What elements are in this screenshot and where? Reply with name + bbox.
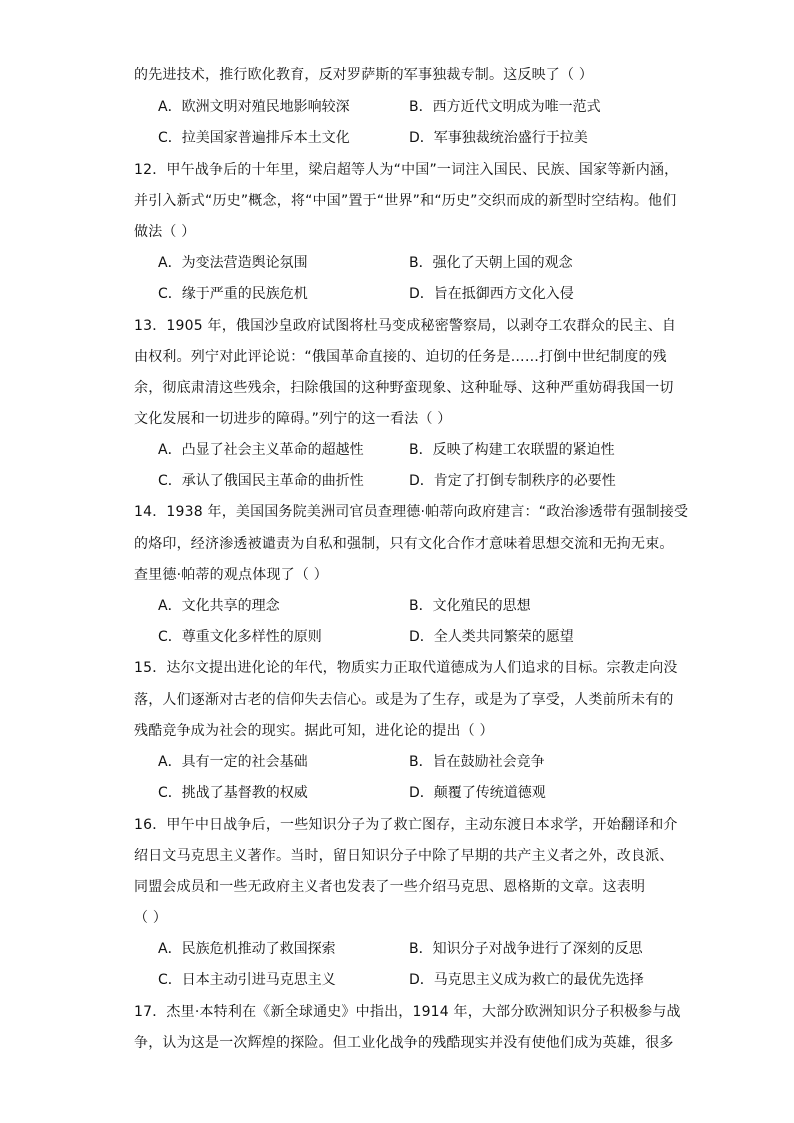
q16-stem-line: 16．甲午中日战争后，一些知识分子为了救亡图存，主动东渡日本求学，开始翻译和介 [134, 817, 678, 833]
q11-option-a: A．欧洲文明对殖民地影响较深 [158, 99, 350, 115]
q15-stem-line: 落，人们逐渐对古老的信仰失去信心。或是为了生存，或是为了享受，人类前所未有的 [134, 692, 674, 708]
q14-stem-line: 14．1938 年，美国国务院美洲司官员查理德·帕蒂向政府建言：“政治渗透带有强制接受 [134, 504, 689, 520]
q11-option-d: D．军事独裁统治盛行于拉美 [409, 130, 588, 146]
q13-stem-line: 13．1905 年，俄国沙皇政府试图将杜马变成秘密警察局，以剥夺工农群众的民主、自 [134, 318, 677, 334]
q17-stem-line: 17．杰里·本特利在《新全球通史》中指出，1914 年，大部分欧洲知识分子积极参与战 [134, 1004, 681, 1020]
q15-option-c: C．挑战了基督教的权威 [158, 785, 308, 801]
q14-stem-line: 查里德·帕蒂的观点体现了（ ） [134, 567, 328, 583]
q13-option-c: C．承认了俄国民主革命的曲折性 [158, 473, 364, 489]
q12-option-b: B．强化了天朝上国的观念 [409, 255, 573, 271]
q14-option-d: D．全人类共同繁荣的愿望 [409, 629, 574, 645]
q12-option-c: C．缘于严重的民族危机 [158, 286, 308, 302]
q11-option-b: B．西方近代文明成为唯一范式 [409, 99, 601, 115]
q12-option-a: A．为变法营造舆论氛围 [158, 255, 308, 271]
q13-stem-line: 余，彻底肃清这些残余，扫除俄国的这种野蛮现象、这种耻辱、这种严重妨碍我国一切 [134, 380, 674, 396]
q17-stem-line: 争，认为这是一次辉煌的探险。但工业化战争的残酷现实并没有使他们成为英雄，很多 [134, 1035, 674, 1051]
q11-option-c: C．拉美国家普遍排斥本土文化 [158, 130, 350, 146]
q12-stem-line: 做法（ ） [134, 224, 196, 240]
q14-option-b: B．文化殖民的思想 [409, 598, 531, 614]
q15-option-b: B．旨在鼓励社会竞争 [409, 754, 545, 770]
q15-option-d: D．颠覆了传统道德观 [409, 785, 546, 801]
q12-option-d: D．旨在抵御西方文化入侵 [409, 286, 574, 302]
q15-stem-line: 15．达尔文提出进化论的年代，物质实力正取代道德成为人们追求的目标。宗教走向没 [134, 660, 678, 676]
q13-stem-line: 文化发展和一切进步的障碍。”列宁的这一看法（ ） [134, 411, 452, 427]
q12-stem-line: 并引入新式“历史”概念，将“中国”置于“世界”和“历史”交织而成的新型时空结构。他们 [134, 193, 677, 209]
q16-option-c: C．日本主动引进马克思主义 [158, 972, 336, 988]
q13-option-b: B．反映了构建工农联盟的紧迫性 [409, 442, 615, 458]
q16-stem-line: （ ） [134, 910, 168, 926]
q11-stem-line: 的先进技术，推行欧化教育，反对罗萨斯的军事独裁专制。这反映了（ ） [134, 67, 594, 83]
q16-option-b: B．知识分子对战争进行了深刻的反思 [409, 941, 643, 957]
q15-stem-line: 残酷竞争成为社会的现实。据此可知，进化论的提出（ ） [134, 723, 494, 739]
q16-option-a: A．民族危机推动了救国探索 [158, 941, 336, 957]
q13-option-d: D．肯定了打倒专制秩序的必要性 [409, 473, 616, 489]
q14-option-a: A．文化共享的理念 [158, 598, 280, 614]
q16-option-d: D．马克思主义成为救亡的最优先选择 [409, 972, 644, 988]
q14-option-c: C．尊重文化多样性的原则 [158, 629, 322, 645]
q16-stem-line: 绍日文马克思主义著作。当时，留日知识分子中除了早期的共产主义者之外，改良派、 [134, 848, 674, 864]
q12-stem-line: 12．甲午战争后的十年里，梁启超等人为“中国”一词注入国民、民族、国家等新内涵， [134, 162, 679, 178]
q15-option-a: A．具有一定的社会基础 [158, 754, 308, 770]
q13-option-a: A．凸显了社会主义革命的超越性 [158, 442, 364, 458]
q13-stem-line: 由权利。列宁对此评论说：“俄国革命直接的、迫切的任务是……打倒中世纪制度的残 [134, 349, 667, 365]
q14-stem-line: 的烙印，经济渗透被谴责为自私和强制，只有文化合作才意味着思想交流和无拘无束。 [134, 536, 674, 552]
q16-stem-line: 同盟会成员和一些无政府主义者也发表了一些介绍马克思、恩格斯的文章。这表明 [134, 879, 646, 895]
